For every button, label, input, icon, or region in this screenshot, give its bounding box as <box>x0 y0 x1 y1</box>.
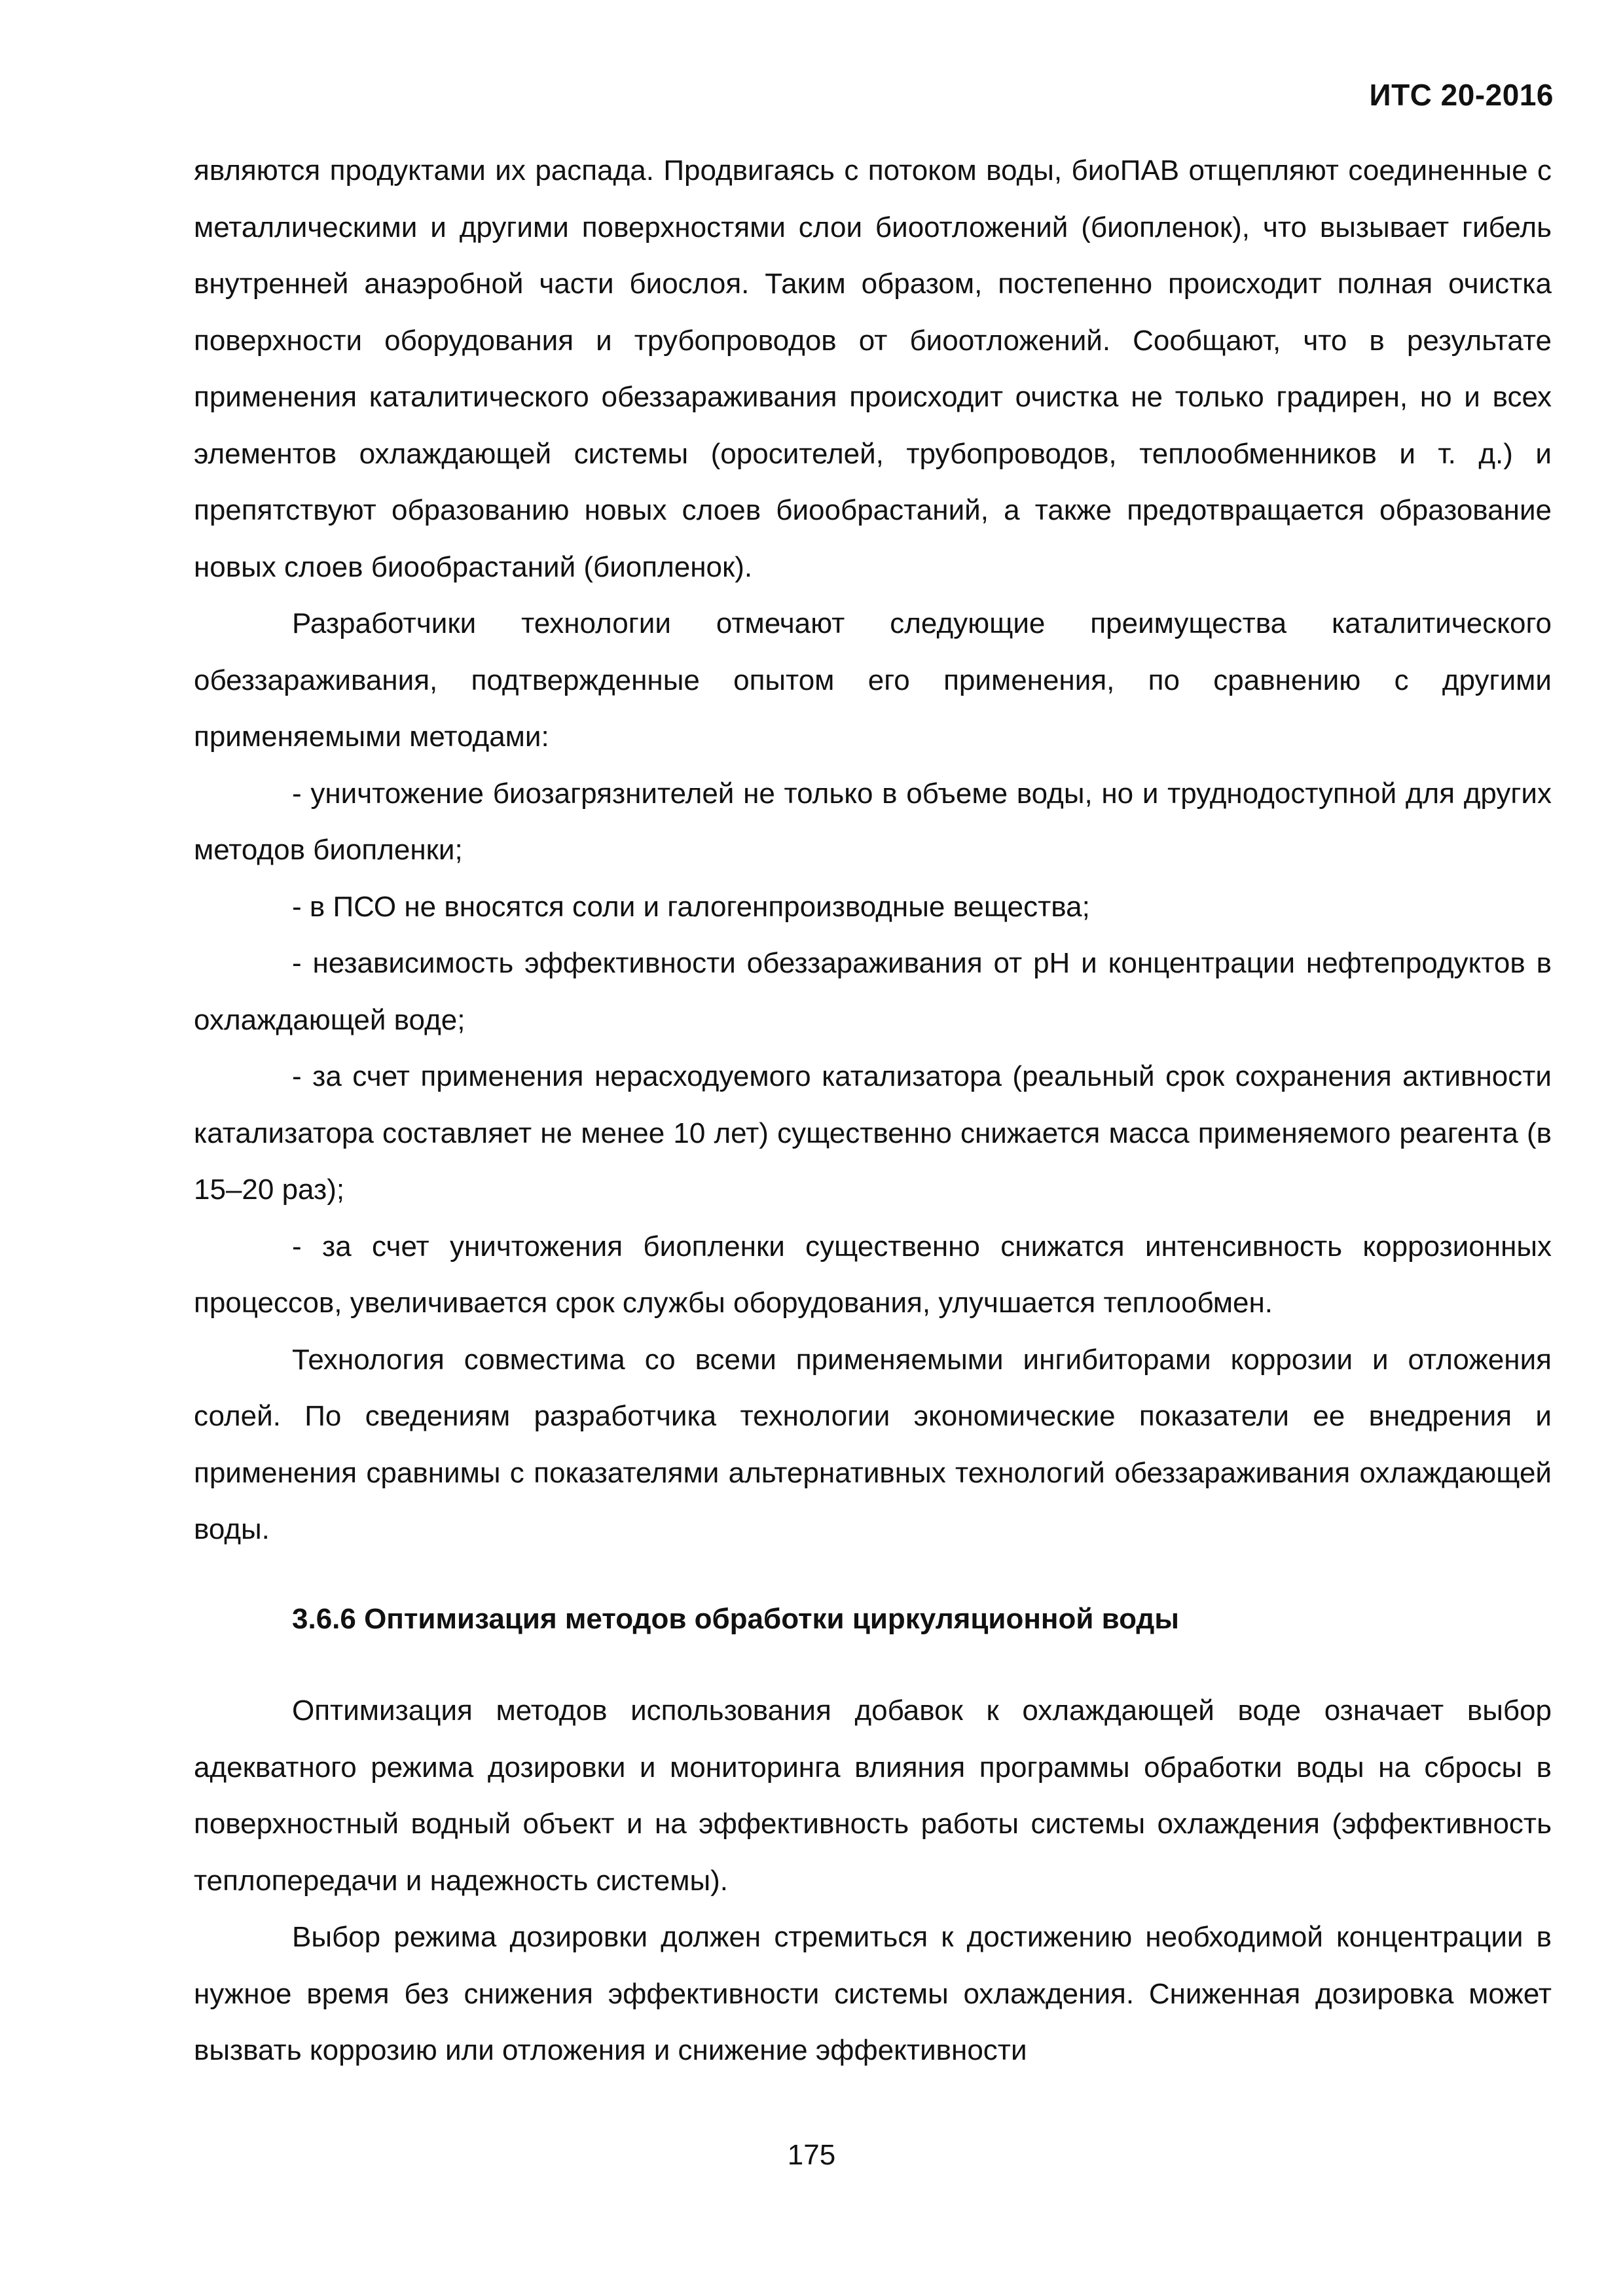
list-item-advantage-1: - уничтожение биозагрязнителей не только в объеме воды, но и труднодоступной для других методов биопленки; <box>194 777 1552 866</box>
section-heading: 3.6.6 Оптимизация методов обработки циркуляционной воды <box>292 1602 1179 1635</box>
document-code-header: ИТС 20-2016 <box>1369 78 1554 112</box>
paragraph-compatibility: Технология совместима со всеми применяемыми ингибиторами коррозии и отложения солей. По сведениям разработчика технологии экономические показатели ее внедрения и применения сравнимы с показателями альтернативных технологий обеззараживания охлаждающей воды. <box>194 1343 1552 1545</box>
list-item-advantage-2: - в ПСО не вносятся соли и галогенпроизводные вещества; <box>292 890 1090 923</box>
paragraph-advantages-intro: Разработчики технологии отмечают следующие преимущества каталитического обеззараживания, подтвержденные опытом его применения, по сравнению с другими применяемыми методами: <box>194 607 1552 753</box>
paragraph-dosing: Выбор режима дозировки должен стремиться к достижению необходимой концентрации в нужное время без снижения эффективности системы охлаждения. Сниженная дозировка может вызвать коррозию или отложения и снижение эффективности <box>194 1921 1552 2066</box>
page-body <box>194 143 1552 2079</box>
page-number: 175 <box>787 2139 836 2171</box>
list-item-advantage-5: - за счет уничтожения биопленки существенно снижатся интенсивность коррозионных процессов, увеличивается срок службы оборудования, улучшается теплообмен. <box>194 1230 1552 1319</box>
paragraph-optimization: Оптимизация методов использования добавок к охлаждающей воде означает выбор адекватного режима дозировки и мониторинга влияния программы обработки воды на сбросы в поверхностный водный объект и на эффективность работы системы охлаждения (эффективность теплопередачи и надежность системы). <box>194 1695 1552 1897</box>
paragraph-continuation: являются продуктами их распада. Продвигаясь с потоком воды, биоПАВ отщепляют соединенные с металлическими и другими поверхностями слои биоотложений (биопленок), что вызывает гибель внутренней анаэробной части биослоя. Таким образом, постепенно происходит полная очистка поверхности оборудования и трубопроводов от биоотложений. Сообщают, что в результате применения каталитического обеззараживания происходит очистка не только градирен, но и всех элементов охлаждающей системы (оросителей, трубопроводов, теплообменников и т. д.) и препятствуют образованию новых слоев биообрастаний, а также предотвращается образование новых слоев биообрастаний (биопленок). <box>194 154 1552 583</box>
list-item-advantage-4: - за счет применения нерасходуемого катализатора (реальный срок сохранения активности катализатора составляет не менее 10 лет) существенно снижается масса применяемого реагента (в 15–20 раз); <box>194 1060 1552 1206</box>
list-item-advantage-3: - независимость эффективности обеззараживания от pH и концентрации нефтепродуктов в охлаждающей воде; <box>194 947 1552 1036</box>
